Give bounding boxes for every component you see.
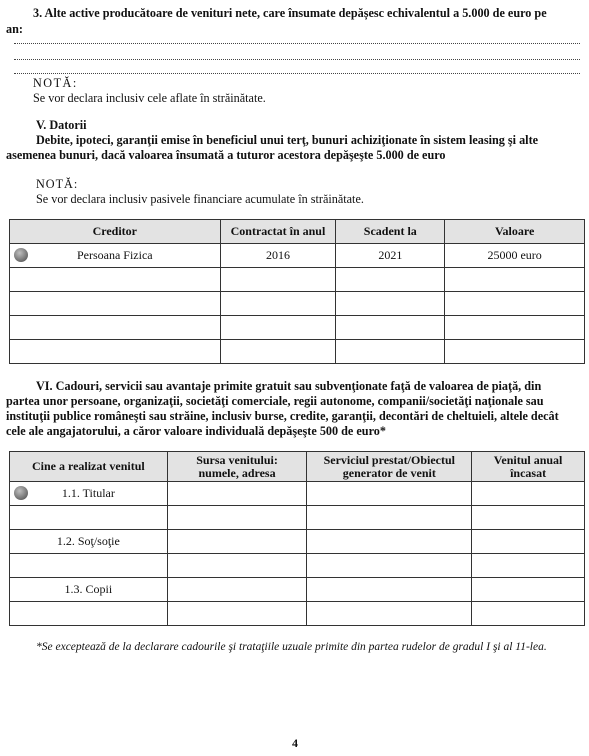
footnote: *Se exceptează de la declarare cadourile şi trataţiile uzuale primite din partea rudelor de gradul I şi al 11-lea. xyxy=(36,641,547,653)
section3-heading-line1: 3. Alte active producătoare de venituri nete, care însumate depășesc echivalentul a 5.000 de euro pe xyxy=(33,6,547,20)
column-header-valoare: Valoare xyxy=(445,220,585,244)
table-cell xyxy=(10,244,221,268)
table-row xyxy=(10,602,585,626)
bullet-dot xyxy=(14,248,28,262)
table-cell xyxy=(307,530,472,554)
table-cell xyxy=(307,482,472,506)
header-text: numele, adresa xyxy=(198,465,276,480)
header-text: Sursa venitului: xyxy=(196,452,278,467)
table-row xyxy=(10,506,585,530)
header-text: Serviciul prestat/Obiectul xyxy=(323,452,456,467)
dotted-line xyxy=(14,73,580,74)
table-header-row xyxy=(10,220,585,244)
table-cell: 1.2. Soţ/soţie xyxy=(10,530,168,554)
page-number: 4 xyxy=(292,736,298,750)
table-cell xyxy=(472,554,585,578)
table-cell xyxy=(336,316,445,340)
datorii-table xyxy=(9,219,585,364)
table-cell xyxy=(472,602,585,626)
column-header-sursa xyxy=(167,452,307,482)
table-cell xyxy=(10,506,168,530)
header-text: generator de venit xyxy=(342,465,436,480)
table-cell xyxy=(167,530,307,554)
table-cell xyxy=(167,506,307,530)
table-row xyxy=(10,340,585,364)
cadouri-table xyxy=(9,451,585,626)
table-cell: 2016 xyxy=(220,244,336,268)
table-cell xyxy=(445,292,585,316)
section3-heading-line2: an: xyxy=(6,22,23,36)
table-row xyxy=(10,316,585,340)
table-cell: 1.3. Copii xyxy=(10,578,168,602)
table-cell xyxy=(10,554,168,578)
column-header-creditor: Creditor xyxy=(10,220,221,244)
table-cell xyxy=(167,554,307,578)
table-cell xyxy=(336,340,445,364)
section-v-title: V. Datorii xyxy=(36,118,87,132)
table-cell xyxy=(167,482,307,506)
table-cell xyxy=(336,292,445,316)
table-cell xyxy=(167,602,307,626)
section-vi-text-line2: partea unor persoane, organizaţii, societăţi comerciale, regii autonome, companii/societăţi naţionale sau xyxy=(6,394,544,408)
column-header-venitul xyxy=(472,452,585,482)
nota-text: Se vor declara inclusiv cele aflate în străinătate. xyxy=(33,91,266,105)
nota-label: NOTĂ: xyxy=(33,76,78,90)
section-vi-text-line1: VI. Cadouri, servicii sau avantaje primite gratuit sau subvenţionate faţă de valoarea de piaţă, din xyxy=(36,379,542,393)
table-cell xyxy=(307,506,472,530)
dotted-line xyxy=(14,43,580,44)
table-cell xyxy=(445,340,585,364)
nota-text: Se vor declara inclusiv pasivele financiare acumulate în străinătate. xyxy=(36,192,364,206)
table-row xyxy=(10,578,585,602)
header-text: Venitul anual xyxy=(493,452,563,467)
table-cell xyxy=(445,268,585,292)
table-cell xyxy=(307,554,472,578)
table-cell xyxy=(167,578,307,602)
table-row xyxy=(10,482,585,506)
table-header-row xyxy=(10,452,585,482)
table-row xyxy=(10,292,585,316)
header-text: încasat xyxy=(510,465,547,480)
table-row xyxy=(10,554,585,578)
column-header-cine xyxy=(10,452,168,482)
table-cell xyxy=(10,482,168,506)
table-cell xyxy=(220,292,336,316)
column-header-contractat: Contractat în anul xyxy=(220,220,336,244)
table-cell xyxy=(10,340,221,364)
section-v-text-line1: Debite, ipoteci, garanţii emise în beneficiul unui terţ, bunuri achiziţionate în sistem leasing şi alte xyxy=(36,133,539,147)
table-cell xyxy=(220,340,336,364)
section-v-text-line2: asemenea bunuri, dacă valoarea însumată a tuturor acestora depăşeşte 5.000 de euro xyxy=(6,148,446,162)
table-cell xyxy=(10,268,221,292)
dotted-line xyxy=(14,59,580,60)
header-text: Cine a realizat venitul xyxy=(31,459,145,473)
table-cell xyxy=(472,482,585,506)
table-row xyxy=(10,244,585,268)
column-header-scadent: Scadent la xyxy=(336,220,445,244)
table-cell xyxy=(307,578,472,602)
table-row xyxy=(10,268,585,292)
table-cell xyxy=(10,292,221,316)
table-cell xyxy=(472,530,585,554)
table-cell xyxy=(220,316,336,340)
cell-text: Persoana Fizica xyxy=(76,248,153,262)
table-cell xyxy=(220,268,336,292)
table-cell xyxy=(307,602,472,626)
table-cell xyxy=(336,268,445,292)
section-vi-text-line3: instituţii publice româneşti sau străine, inclusiv burse, credite, garanţii, decontări de cheltuieli, altele decât xyxy=(6,409,559,423)
table-cell xyxy=(10,602,168,626)
table-row xyxy=(10,530,585,554)
table-cell: 2021 xyxy=(336,244,445,268)
table-cell: 25000 euro xyxy=(445,244,585,268)
column-header-serviciul xyxy=(307,452,472,482)
cell-text: 1.1. Titular xyxy=(61,486,115,500)
bullet-dot xyxy=(14,486,28,500)
nota-label: NOTĂ: xyxy=(36,177,79,191)
table-cell xyxy=(445,316,585,340)
table-cell xyxy=(472,506,585,530)
table-cell xyxy=(472,578,585,602)
section-vi-text-line4: cele ale angajatorului, a căror valoare individuală depăşeşte 500 de euro* xyxy=(6,424,386,438)
table-cell xyxy=(10,316,221,340)
